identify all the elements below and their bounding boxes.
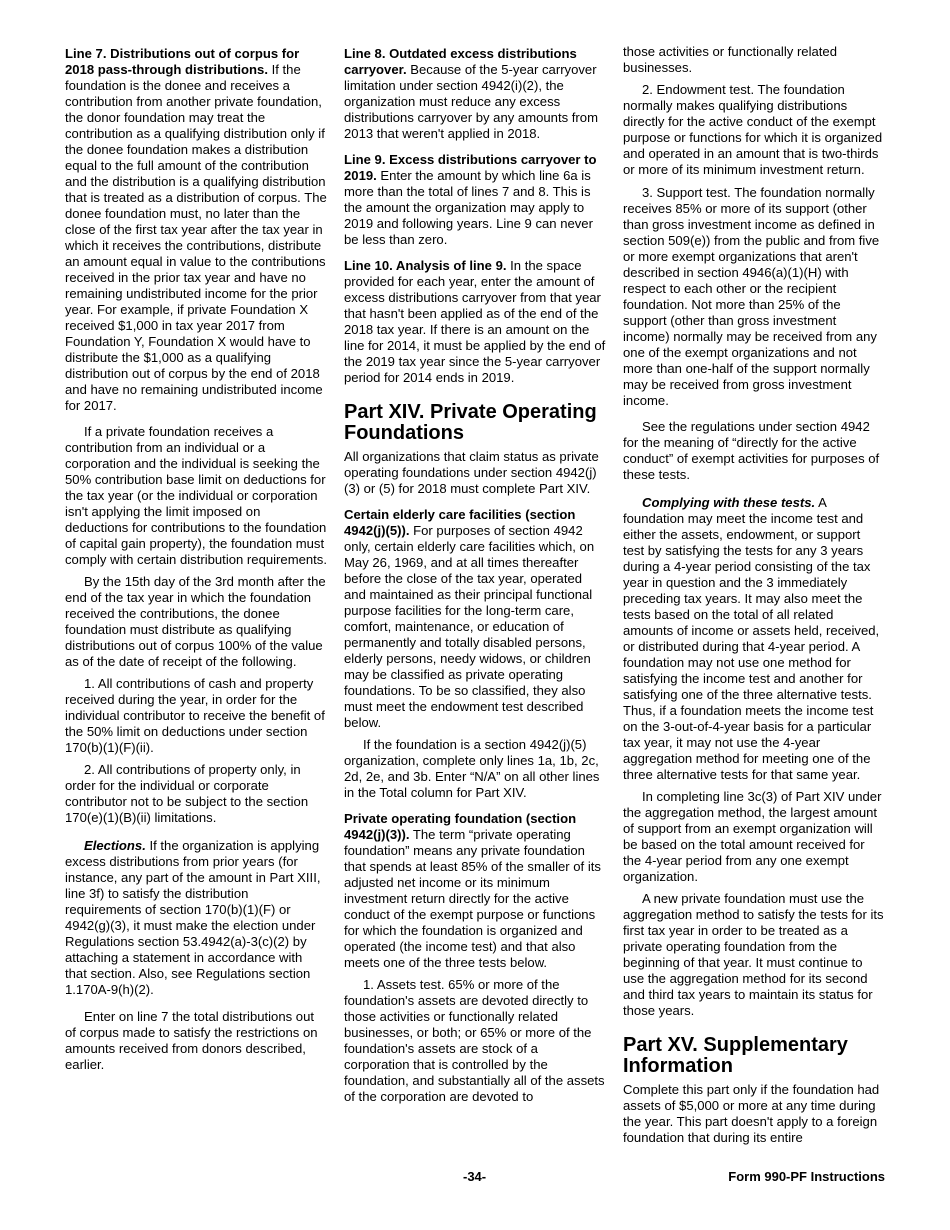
line3c-paragraph: In completing line 3c(3) of Part XIV under the aggregation method, the largest amount of support from an exempt organization will be based on the total amount received for the 4-year period from any one exempt organization.: [623, 789, 882, 884]
deadline-paragraph: By the 15th day of the 3rd month after the end of the tax year in which the foundation received the contributions, the donee foundation must distribute as qualifying distributions out of corpus 100% of the value as of the date of receipt of the following.: [65, 574, 326, 669]
part14-intro: All organizations that claim status as private operating foundations under section 4942(j)(3) or (5) for 2018 must complete Part XIV.: [344, 449, 599, 496]
support-test-paragraph: 3. Support test. The foundation normally receives 85% or more of its support (other than gross investment income as defined in section 509(e)) from the public and from five or more exempt organizations that aren't described in section 4946(a)(1)(H) with respect to each other or the recipient foundation. Not more than 25% of the support (other than gross investment income) normally may be received from any one of the exempt organizations and not more than one-half of the support normally may be received from gross investment income.: [623, 185, 880, 408]
elderly-care-heading: Certain elderly care facilities (section 4942(j)(5)).: [344, 507, 576, 538]
na-paragraph: If the foundation is a section 4942(j)(5) organization, complete only lines 1a, 1b, 2c, 2d, 2e, and 3b. Enter “N/A” on all other lines in the Total column for Part XIV.: [344, 737, 600, 800]
list-item-2: 2. All contributions of property only, in order for the individual or corporate contributor not to be subject to the section 170(e)(1)(B)(ii) limitations.: [65, 762, 309, 825]
column-3: [623, 44, 885, 1156]
elections-paragraph: [65, 838, 327, 998]
elderly-care-paragraph: [344, 507, 606, 731]
line8-text: Because of the 5-year carryover limitation under section 4942(i)(2), the organization must reduce any excess distributions carryover by any amounts from 2013 that weren't applied in 2018.: [344, 62, 598, 141]
line7-paragraph: [65, 46, 327, 414]
line7-heading: Line 7. Distributions out of corpus for 2018 pass-through distributions.: [65, 46, 300, 77]
elections-text: If the organization is applying excess distributions from prior years (for instance, any part of the amount in Part XIII, line 3f) to satisfy the distribution requirements of section 170(b)(1)(F) or 4942(g)(3), it must make the election under Regulations section 53.4942(a)-3(c)(2) by attaching a statement in accordance with that section. Also, see Regulations section 1.170A-9(h)(2).: [65, 838, 321, 997]
part15-intro: Complete this part only if the foundation had assets of $5,000 or more at any time during the year. This part doesn't apply to a foreign foundation that during its entire: [623, 1082, 880, 1145]
line9-paragraph: [344, 152, 606, 248]
new-foundation-paragraph: A new private foundation must use the aggregation method to satisfy the tests for its first tax year in order to be treated as a private operating foundation from the beginning of that year. It must continue to use the aggregation method for its second and third tax years to maintain its status for those years.: [623, 891, 884, 1018]
regulations-paragraph: See the regulations under section 4942 for the meaning of “directly for the active conduct” of exempt activities for purposes of these tests.: [623, 419, 880, 482]
elderly-care-text: For purposes of section 4942 only, certain elderly care facilities which, on May 26, 1969, and at all times thereafter before the close of the tax year, operated and maintained as their principal functional purpose facilities for the long-term care, comfort, maintenance, or education of permanently and totally disabled persons, elderly persons, needy widows, or children may be classified as private operating foundations. To be so classified, they also must meet the endowment test described below.: [344, 523, 595, 730]
line10-text: In the space provided for each year, enter the amount of excess distributions carryover from that year that hasn't been applied as of the end of the 2018 tax year. If there is an amount on the line for 2014, it must be applied by the end of the 2019 tax year since the 5-year carryover period for 2014 ends in 2019.: [344, 258, 606, 385]
line8-paragraph: [344, 46, 606, 142]
column-2: [344, 46, 606, 1111]
elections-heading: Elections.: [84, 838, 146, 853]
pof-heading: Private operating foundation (section 4942(j)(3)).: [344, 811, 577, 842]
page-number: -34-: [463, 1169, 487, 1184]
pof-paragraph: [344, 811, 606, 971]
line7-text: If the foundation is the donee and receives a contribution from another private foundation, the donor foundation may treat the contribution as a qualifying distribution only if the donee foundation makes a distribution equal to the full amount of the contribution and the distribution is a qualifying distribution that is treated as a distribution of corpus. The donee foundation must, no later than the close of the first tax year after the tax year in which it receives the contributions, distribute an amount equal in value to the contributions received in the prior tax year and have no remaining undistributed income for the prior year. For example, if private Foundation X received $1,000 in tax year 2017 from Foundation Y, Foundation X would have to distribute the $1,000 as a qualifying distribution out of corpus by the end of 2018 and have no remaining undistributed income for 2017.: [65, 62, 327, 413]
assets-test-paragraph: 1. Assets test. 65% or more of the foundation's assets are devoted directly to those activities or functionally related businesses, or both; or 65% or more of the foundation's assets are stock of a corporation that is controlled by the foundation, and substantially all of the assets of the corporation are devoted to: [344, 977, 605, 1104]
list-item-1: 1. All contributions of cash and property received during the year, in order for the individual contributor to receive the benefit of the 50% limit on deductions under section 170(b)(1)(F)(ii).: [65, 676, 325, 755]
form-name: Form 990-PF Instructions: [728, 1169, 885, 1184]
complying-paragraph: [623, 495, 885, 783]
page-footer: [65, 1169, 885, 1187]
part14-heading: Part XIV. Private Operating Foundations: [344, 401, 597, 444]
complying-heading: Complying with these tests.: [642, 495, 816, 510]
complying-text: A foundation may meet the income test and either the assets, endowment, or support test by satisfying the tests for any 3 years during a 4-year period consisting of the tax year in question and the 3 immediately preceding tax years. It may also meet the tests based on the total of all related amounts of income or assets held, received, or distributed during that 4-year period. A foundation may not use one method for satisfying the income test and another for satisfying one of the three alternative tests. Thus, if a foundation meets the income test on the 3-out-of-4-year basis for a particular tax year, it may not use the 4-year aggregation method for meeting one of the three alternative tests for that same year.: [623, 495, 880, 782]
endowment-test-paragraph: 2. Endowment test. The foundation normally makes qualifying distributions directly for the active conduct of the exempt purpose or functions for which it is organized and operated in an amount that is two-thirds or more of its minimum investment return.: [623, 82, 883, 177]
line8-heading: Line 8. Outdated excess distributions carryover.: [344, 46, 577, 77]
continued-text: those activities or functionally related businesses.: [623, 44, 837, 75]
column-1: [65, 46, 327, 1079]
pof-text: The term “private operating foundation” means any private foundation that spends at least 85% of the smaller of its adjusted net income or its minimum investment return directly for the active conduct of the exempt purpose or functions for which the foundation is organized and operated (the income test) and that also meets one of the three tests below.: [344, 827, 601, 970]
line10-heading: Line 10. Analysis of line 9.: [344, 258, 507, 273]
line7-enter-paragraph: Enter on line 7 the total distributions out of corpus made to satisfy the restrictions on amounts received from donors described, earlier.: [65, 1009, 318, 1072]
line9-heading: Line 9. Excess distributions carryover to 2019.: [344, 152, 597, 183]
line10-paragraph: [344, 258, 606, 386]
contribution-paragraph: If a private foundation receives a contribution from an individual or a corporation and the individual is seeking the 50% contribution base limit on deductions for the tax year (or the individual or corporation isn't applying the limit imposed on deductions for contributions to the foundation of capital gain property), the foundation must comply with certain distribution requirements.: [65, 424, 327, 567]
part15-heading: Part XV. Supplementary Information: [623, 1034, 848, 1077]
line9-text: Enter the amount by which line 6a is more than the total of lines 7 and 8. This is the amount the organization may apply to 2019 and following years. Line 9 can never be less than zero.: [344, 168, 593, 247]
